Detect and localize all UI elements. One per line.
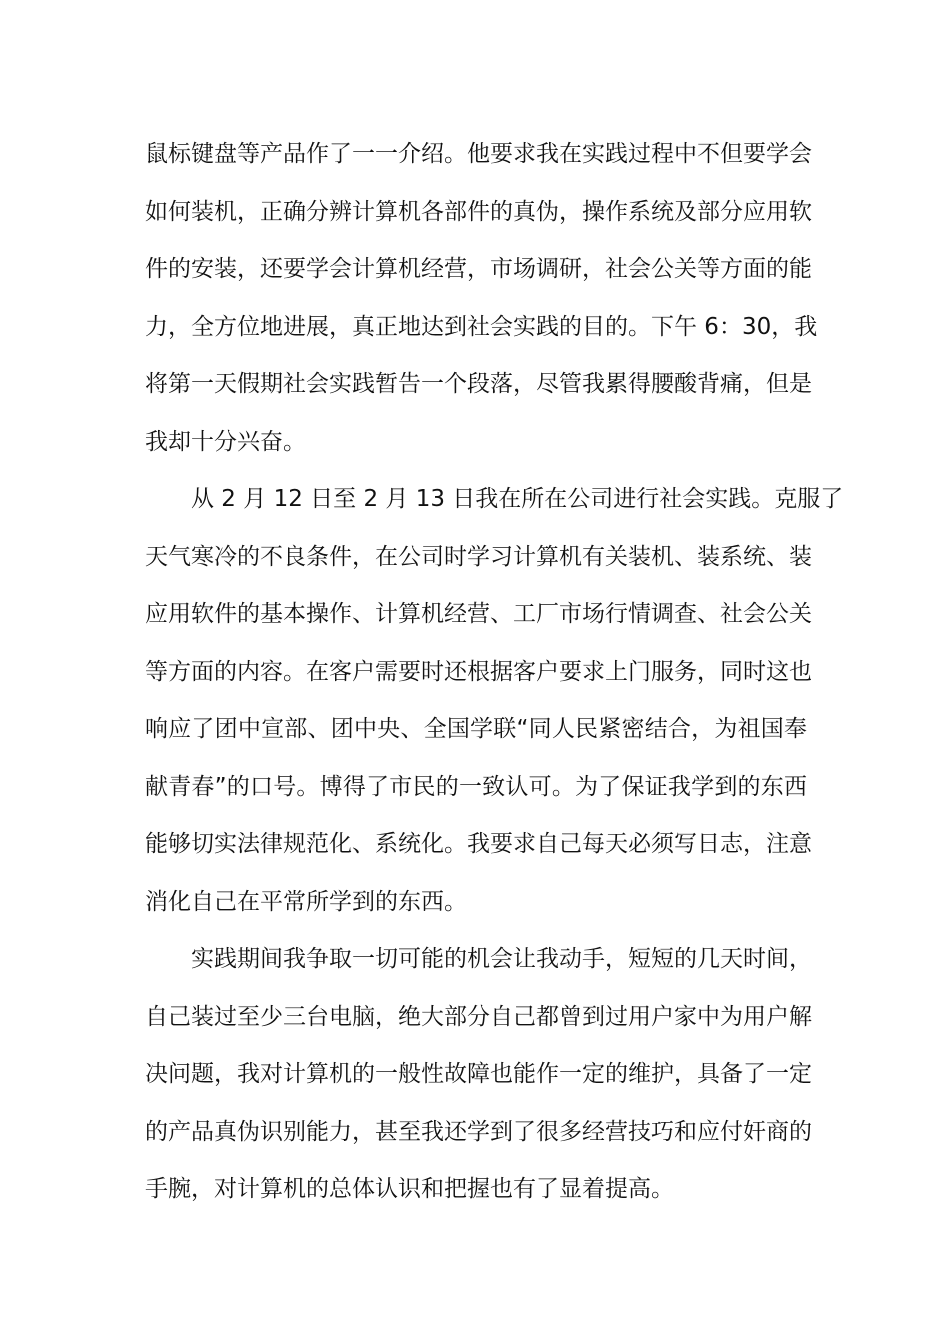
text-line: 鼠标键盘等产品作了一一介绍。他要求我在实践过程中不但要学会 <box>145 141 812 167</box>
text-line: 件的安装，还要学会计算机经营，市场调研，社会公关等方面的能 <box>145 256 812 282</box>
text-line: 如何装机，正确分辨计算机各部件的真伪，操作系统及部分应用软 <box>145 198 812 225</box>
text-line: 将第一天假期社会实践暂告一个段落，尽管我累得腰酸背痛，但是 <box>145 371 812 397</box>
text-line: 能够切实法律规范化、系统化。我要求自己每天必须写日志，注意 <box>145 831 812 857</box>
text-line: 应用软件的基本操作、计算机经营、工厂市场行情调查、社会公关 <box>145 601 812 627</box>
text-line: 手腕，对计算机的总体认识和把握也有了显着提高。 <box>145 1176 674 1202</box>
paragraph-1 <box>145 126 818 471</box>
text-line: 献青春”的口号。博得了市民的一致认可。为了保证我学到的东西 <box>145 773 807 800</box>
body-text <box>145 126 844 1219</box>
text-line: 实践期间我争取一切可能的机会让我动手，短短的几天时间， <box>191 946 812 972</box>
text-line: 决问题，我对计算机的一般性故障也能作一定的维护，具备了一定 <box>145 1061 812 1087</box>
paragraph-2 <box>145 471 844 931</box>
text-line: 响应了团中宣部、团中央、全国学联“同人民紧密结合，为祖国奉 <box>145 716 807 742</box>
text-line: 天气寒冷的不良条件，在公司时学习计算机有关装机、装系统、装 <box>145 543 812 570</box>
text-line: 自己装过至少三台电脑，绝大部分自己都曾到过用户家中为用户解 <box>145 1003 812 1030</box>
text-line: 力，全方位地进展，真正地达到社会实践的目的。下午 6：30，我 <box>145 313 818 340</box>
paragraph-3 <box>145 931 812 1219</box>
text-line: 的产品真伪识别能力，甚至我还学到了很多经营技巧和应付奸商的 <box>145 1118 812 1145</box>
text-line: 消化自己在平常所学到的东西。 <box>145 888 467 915</box>
text-line: 从 2 月 12 日至 2 月 13 日我在所在公司进行社会实践。克服了 <box>191 486 844 512</box>
text-line: 等方面的内容。在客户需要时还根据客户要求上门服务，同时这也 <box>145 658 812 685</box>
text-line: 我却十分兴奋。 <box>145 428 306 455</box>
